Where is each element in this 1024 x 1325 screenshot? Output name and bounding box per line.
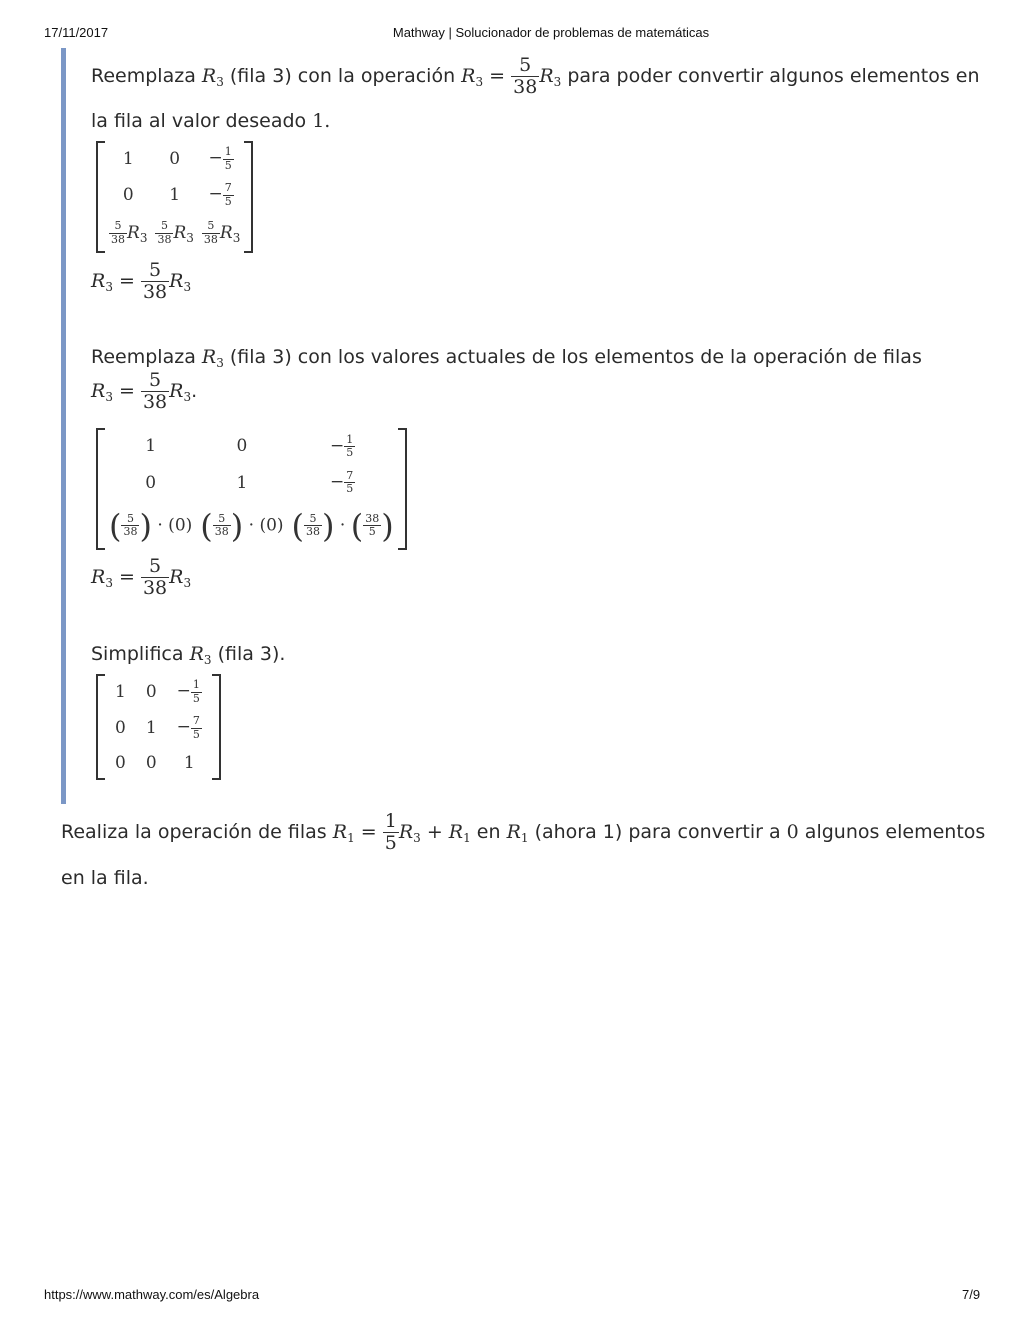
matrix-2: 1 0 − $\frac{1}{5}$ 0 1 − $\frac{7}{5}$ ( $\frac{5}{38}$ ) · (0) ( $\frac{5}{38}$ ) · (0) ( $\frac{5}{38}$ ) · ( $\frac{38}{5}$ ): [96, 428, 407, 550]
step4-zero: 0: [786, 820, 799, 843]
footer-page-number: 7/9: [962, 1287, 981, 1302]
step1-desired: 1.: [312, 110, 331, 132]
step3-intro: Simplifica: [91, 643, 184, 665]
step4-line2: en la fila.: [61, 867, 149, 889]
step1-intro: Reemplaza: [91, 64, 196, 87]
equation-1: $R_3$ = $\frac{5}{38}$ $R_3$: [91, 259, 192, 303]
equation-2: $R_3$ = $\frac{5}{38}$ $R_3$: [91, 555, 192, 599]
step1-line1: Reemplaza $R_3$ (fila 3) con la operación $R_3$ = $\frac{5}{38}$ $R_3$ para poder convertir algunos elementos en: [91, 54, 980, 98]
step2-line1: Reemplaza $R_3$ (fila 3) con los valores actuales de los elementos de la operación de filas: [91, 346, 922, 370]
step2-equation: $R_3$ = $\frac{5}{38}$ $R_3$.: [91, 369, 198, 413]
step3-line: Simplifica $R_3$ (fila 3).: [91, 643, 286, 667]
header-title: Mathway | Solucionador de problemas de matemáticas: [392, 25, 710, 40]
step4-en: en: [476, 820, 501, 843]
step3-rest: (fila 3).: [217, 643, 286, 665]
step1-row-label: (fila 3) con la operación: [229, 64, 456, 87]
step1-line2: [91, 110, 330, 132]
step-group-bar: [61, 48, 66, 804]
step4-rest: algunos elementos: [804, 820, 986, 843]
matrix-1: 1 0 − $\frac{1}{5}$ 0 1 − $\frac{7}{5}$ $\frac{5}{38}$ $R_3$ $\frac{5}{38}$ $R_3$ $\frac{5}{38}$ $R_3$: [96, 141, 253, 253]
step1-line2-text: la fila al valor deseado: [91, 110, 307, 132]
step2-rest: (fila 3) con los valores actuales de los elementos de la operación de filas: [229, 346, 922, 368]
step1-after: para poder convertir algunos elementos en: [567, 64, 980, 87]
step4-intro: Realiza la operación de filas: [61, 820, 327, 843]
step4-line1: Realiza la operación de filas $R_1$ = $\frac{1}{5}$ $R_3 + R_1$ en $R_1$ (ahora 1) para convertir a 0 algunos elementos: [61, 810, 986, 854]
step2-intro: Reemplaza: [91, 346, 196, 368]
matrix-3: 1 0 − $\frac{1}{5}$ 0 1 − $\frac{7}{5}$ 0 0 1: [96, 674, 221, 780]
step4-ahora: (ahora 1) para convertir a: [534, 820, 781, 843]
header-date: 17/11/2017: [44, 25, 109, 40]
footer-url: https://www.mathway.com/es/Algebra: [44, 1287, 260, 1302]
